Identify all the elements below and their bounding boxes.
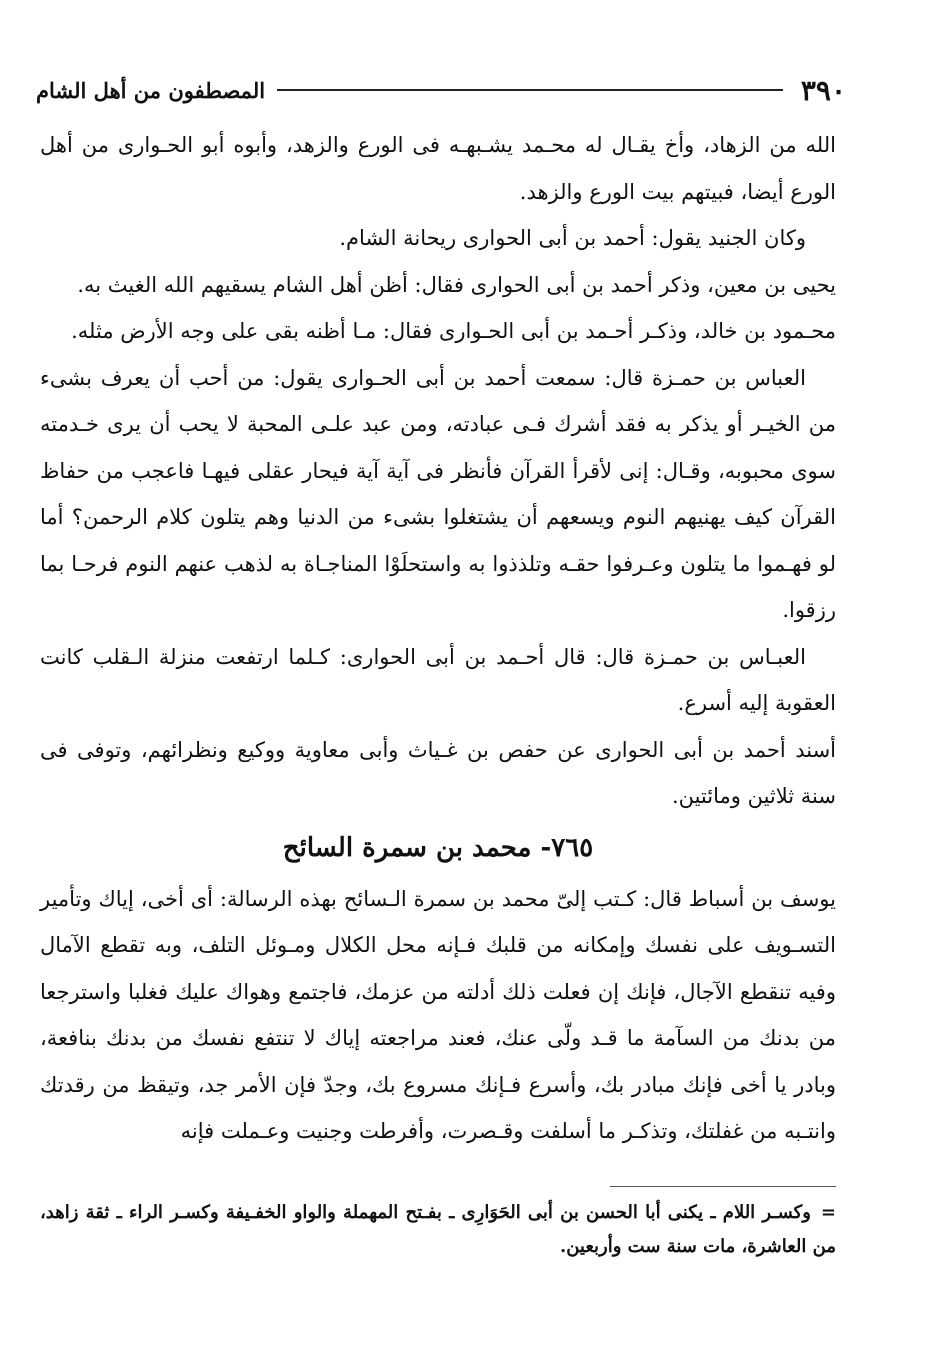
running-title: المصطفون من أهل الشام <box>36 77 266 103</box>
page-number: ٣٩٠ <box>800 73 846 107</box>
paragraph-6: العبـاس بن حمـزة قال: قال أحـمد بن أبى الحوارى: كـلما ارتفعت منزلة الـقلب كانت العقوبة إليه أسرع. <box>40 644 836 715</box>
footnote <box>40 1196 836 1264</box>
paragraph-3: يحيى بن معين، وذكر أحمد بن أبى الحوارى فقال: أظن أهل الشام يسقيهم الله الغيث به. <box>77 272 836 297</box>
paragraph-5: العباس بن حمـزة قال: سمعت أحمد بن أبى الحـوارى يقول: من أحب أن يعرف بشىء من الخيـر أو يذكر به فقد أشرك فـى عبادته، ومن عبد علـى المحبة لا يحب أن يرى خـدمته سوى محبوبه، وقـال: إنى لأقرأ القرآن فأنظر فى آية آية فيحار عقلى فيهـا فاعجب من حفاظ القرآن كيف يهنيهم النوم ويسعهم أن يشتغلوا بشىء من الدنيا وهم يتلون كلام الرحمن؟ أما لو فهـموا ما يتلون وعـرفوا حقـه وتلذذوا به واستحلَوْا المناجـاة به لذهب عنهم النوم فرحـا بما رزقوا. <box>40 365 836 622</box>
section-heading: ٧٦٥- محمد بن سمرة السائح <box>282 832 594 863</box>
paragraph-7: أسند أحمد بن أبى الحوارى عن حفص بن غـياث وأبى معاوية ووكيع ونظرائهم، وتوفى فى سنة ثلاثين ومائتين. <box>40 737 836 808</box>
footnote-rule <box>610 1186 836 1187</box>
paragraph-4: محـمود بن خالد، وذكـر أحـمد بن أبى الحـوارى فقال: مـا أظنه بقى على وجه الأرض مثله. <box>71 319 836 343</box>
paragraph-1: الله من الزهاد، وأخ يقـال له محـمد يشـبهـه فى الورع والزهد، وأبوه أبو الحـوارى من أهل الورع أيضا، فبيتهم بيت الورع والزهد. <box>40 133 836 204</box>
footnote-marker: = <box>820 1202 836 1223</box>
body-text <box>40 122 836 1155</box>
running-header <box>36 70 846 110</box>
section-paragraph: يوسف بن أسباط قال: كـتب إلىّ محمد بن سمرة الـسائح بهذه الرسالة: أى أخى، إياك وتأمير التسـويف على نفسك وإمكانه من قلبك فـإنه محل الكلال ومـوئل التلف، وبه تقطع الآمال وفيه تنقطع الآجال، فإنك إن فعلت ذلك أدلته من عزمك، فاجتمع وهواك عليك فغلبا واسترجعا من بدنك من السآمة ما قـد ولّى عنك، فعند مراجعته إياك لا تنتفع نفسك من بدنك بنافعة، وبادر يا أخى فإنك مبادر بك، وأسرع فـإنك مسروع بك، وجدّ فإن الأمر جد، وتيقظ من رقدتك وانتـبه من غفلتك، وتذكـر ما أسلفت وقـصرت، وأفرطت وجنيت وعـملت فإنه <box>40 886 836 1143</box>
footnote-text: وكسـر اللام ـ يكنى أبا الحسن بن أبى الحَوَارِى ـ بفـتح المهملة والواو الخفـيفة وكسـر الراء ـ ثقة زاهد، من العاشرة، مات سنة ست وأربعين. <box>40 1202 836 1257</box>
header-rule <box>277 89 783 91</box>
paragraph-2: وكان الجنيد يقول: أحمد بن أبى الحوارى ريحانة الشام. <box>339 226 806 250</box>
